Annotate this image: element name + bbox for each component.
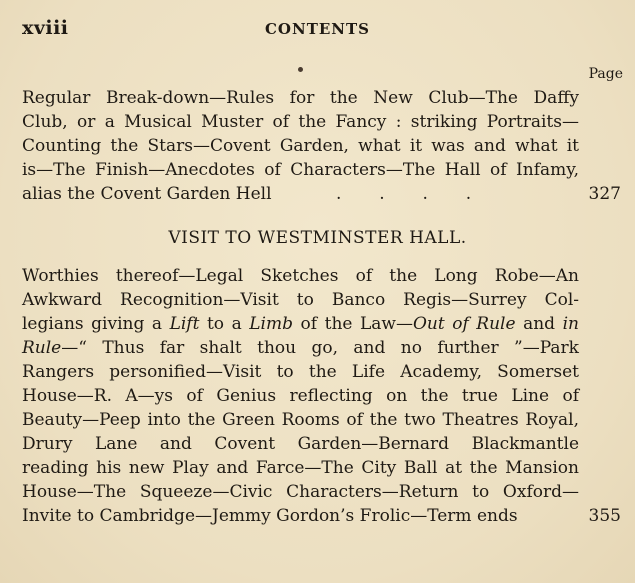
page-numeral: xviii: [22, 17, 69, 39]
entry1-line-5: alias the Covent Garden Hell: [22, 184, 272, 204]
section-heading: VISIT TO WESTMINSTER HALL.: [168, 228, 467, 248]
section2-line-3: [22, 312, 579, 336]
line3-italic-in: in: [562, 314, 579, 334]
entry1-line-3: Counting the Stars—Covent Garden, what it was and what it: [22, 136, 579, 156]
entry1-line-2: Club, or a Musical Muster of the Fancy : striking Portraits—: [22, 112, 579, 132]
section2-line-7: Beauty—Peep into the Green Rooms of the two Theatres Royal,: [22, 410, 579, 430]
line3-text-d: and: [515, 314, 563, 334]
page-column-label: Page: [588, 66, 623, 82]
section2-page-number: 355: [588, 506, 621, 526]
section2-line-11: Invite to Cambridge—Jemmy Gordon’s Frolic—Term ends: [22, 506, 518, 526]
ink-speck: [298, 67, 303, 72]
entry1-line-4: is—The Finish—Anecdotes of Characters—The Hall of Infamy,: [22, 160, 579, 180]
running-title: CONTENTS: [264, 20, 371, 38]
line3-italic-limb: Limb: [249, 314, 293, 334]
entry1-line-1: Regular Break-down—Rules for the New Club—The Daffy: [22, 88, 579, 108]
line3-text-a: legians giving a: [22, 314, 170, 334]
section2-line-8: Drury Lane and Covent Garden—Bernard Blackmantle: [22, 434, 579, 454]
line4-italic-rule: Rule: [22, 338, 62, 358]
line4-text: —“ Thus far shalt thou go, and no further ”—Park: [61, 338, 579, 358]
line3-italic-out-of-rule: Out of Rule: [412, 314, 516, 334]
dot-leader: . . . .: [336, 184, 472, 204]
section2-line-1: Worthies thereof—Legal Sketches of the Long Robe—An: [22, 266, 579, 286]
section2-line-2: Awkward Recognition—Visit to Banco Regis—Surrey Col-: [22, 290, 579, 310]
section2-line-9: reading his new Play and Farce—The City Ball at the Mansion: [22, 458, 579, 478]
section2-line-4: [22, 336, 579, 360]
line3-text-b: to a: [199, 314, 250, 334]
section2-line-6: House—R. A—ys of Genius reflecting on the true Line of: [22, 386, 579, 406]
line3-italic-lift: Lift: [169, 314, 200, 334]
line3-text-c: of the Law—: [293, 314, 413, 334]
section2-line-10: House—The Squeeze—Civic Characters—Return to Oxford—: [22, 482, 579, 502]
entry1-page-number: 327: [588, 184, 621, 204]
section2-line-5: Rangers personified—Visit to the Life Academy, Somerset: [22, 362, 579, 382]
